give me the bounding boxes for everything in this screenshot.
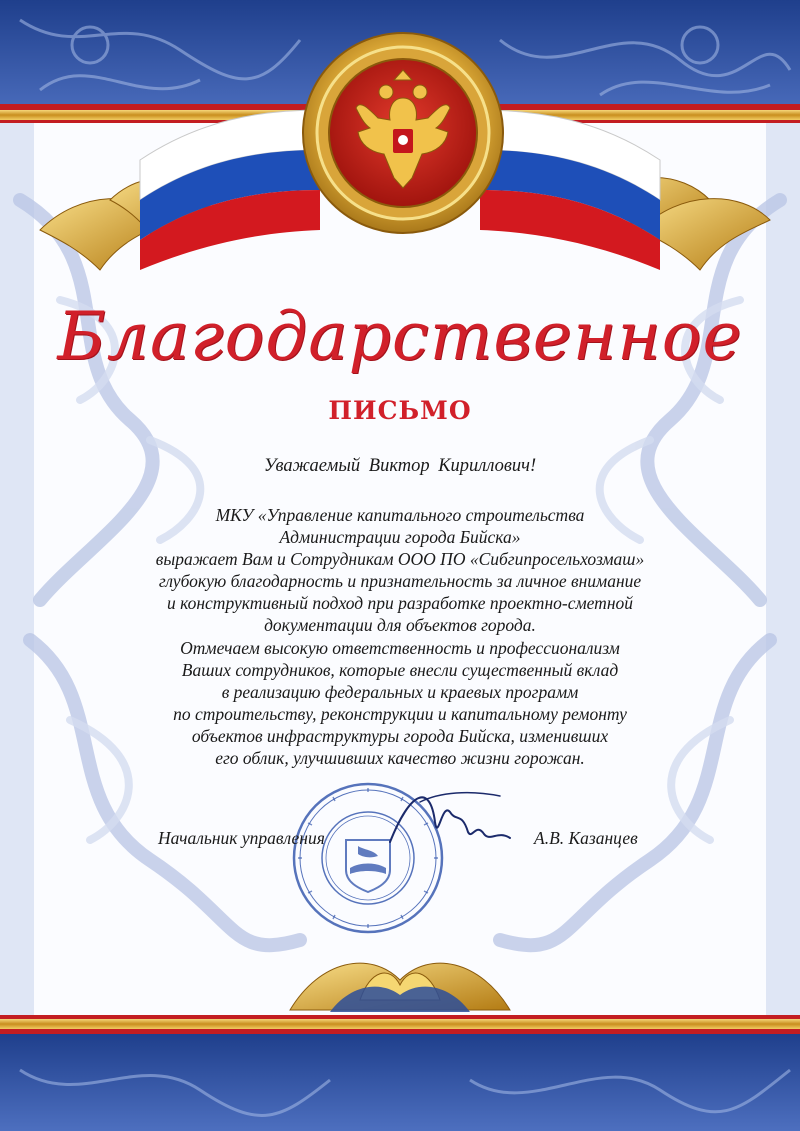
letter-subtitle: ПИСЬМО <box>328 396 472 425</box>
body-line: по строительству, реконструкции и капитальному ремонту <box>173 703 627 724</box>
body-line: в реализацию федеральных и краевых программ <box>221 681 579 702</box>
body-line: МКУ «Управление капитального строительства <box>215 505 585 525</box>
body-line: выражает Вам и Сотрудникам ООО ПО «Сибгипросельхозмаш» <box>155 549 645 570</box>
russian-coat-of-arms-icon <box>298 28 508 238</box>
letter-body <box>100 504 700 769</box>
body-line: глубокую благодарность и признательность за личное внимание <box>158 571 642 592</box>
body-line: Администрации города Бийска» <box>279 527 521 548</box>
body-line: Отмечаем высокую ответственность и профессионализм <box>180 637 620 658</box>
letter-title: Благодарственное <box>57 298 743 375</box>
body-line: Ваших сотрудников, которые внесли существенный вклад <box>181 659 619 680</box>
signatory-name: А.В. Казанцев <box>534 828 638 848</box>
handwritten-signature-icon <box>380 782 520 862</box>
body-line: документации для объектов города. <box>264 615 536 636</box>
body-line: его облик, улучшивших качество жизни горожан. <box>215 748 585 769</box>
body-line: объектов инфраструктуры города Бийска, изменивших <box>191 725 609 746</box>
russian-flag-left-icon <box>140 110 320 270</box>
body-line: и конструктивный подход при разработке проектно-сметной <box>166 593 634 614</box>
signatory-role: Начальник управления <box>158 828 325 848</box>
greeting-line: Уважаемый Виктор Кириллович! <box>263 456 537 476</box>
